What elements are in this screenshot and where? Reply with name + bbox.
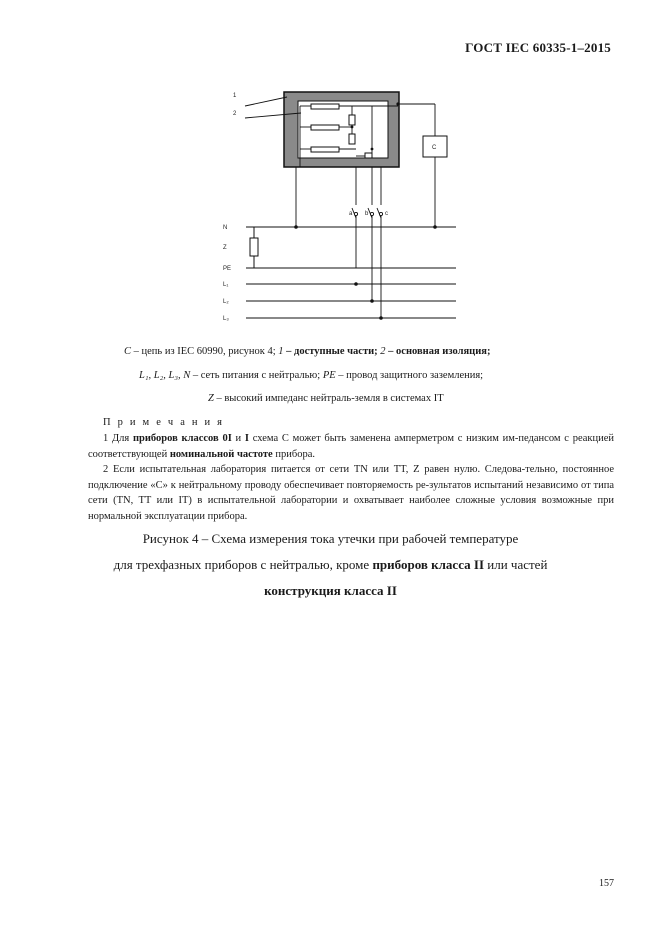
switch-label-a: a	[349, 211, 353, 217]
switch-label-b: b	[365, 211, 369, 217]
line-label-l2: L₂	[223, 299, 229, 305]
note-2: 2 Если испытательная лаборатория питается от сети TN или TT, Z равен нулю. Следова-тельно, постоянное подключение «С» к нейтральному проводу обеспечивает повторяемость ре-зультатов испытаний независимо от типа сети (TN, TT или IT) в испытательной лаборатории и охватывает наиболее сложные условия возможные при нормальной эксплуатации прибора.	[88, 464, 614, 522]
callout-1: 1	[233, 93, 237, 99]
circuit-diagram	[0, 0, 661, 330]
box-label: C	[432, 145, 437, 151]
figure-caption-line-1: Рисунок 4 – Схема измерения тока утечки при рабочей температуре	[142, 531, 519, 546]
page-number: 157	[599, 878, 614, 889]
callout-2: 2	[233, 111, 237, 117]
document-header: ГОСТ IEC 60335-1–2015	[465, 40, 611, 55]
note-1: 1 Для приборов классов 0I и I схема С может быть заменена амперметром с низким им-педансом с реакцией соответствующей номинальной частоте прибора.	[88, 433, 615, 460]
legend-line-2: L₁, L₂, L₃, N – сеть питания с нейтралью; PE – провод защитного заземления;	[139, 370, 484, 381]
figure-caption-line-3: конструкция класса II	[264, 583, 397, 598]
line-label-pe: PE	[223, 266, 232, 272]
legend-line-1: C – цепь из IEC 60990, рисунок 4; 1 – доступные части; 2 – основная изоляция;	[124, 346, 491, 357]
switch-label-c: c	[385, 211, 388, 217]
line-label-n: N	[223, 225, 228, 231]
notes-title: П р и м е ч а н и я	[103, 417, 225, 428]
legend-line-3: Z – высокий импеданс нейтраль-земля в системах IT	[208, 393, 444, 404]
line-label-l1: L₁	[223, 282, 229, 288]
figure-caption-line-2: для трехфазных приборов с нейтралью, кроме приборов класса II или частей	[113, 557, 548, 572]
impedance-z	[250, 238, 258, 256]
line-label-z: Z	[223, 245, 227, 251]
line-label-l3: L₃	[223, 316, 229, 322]
